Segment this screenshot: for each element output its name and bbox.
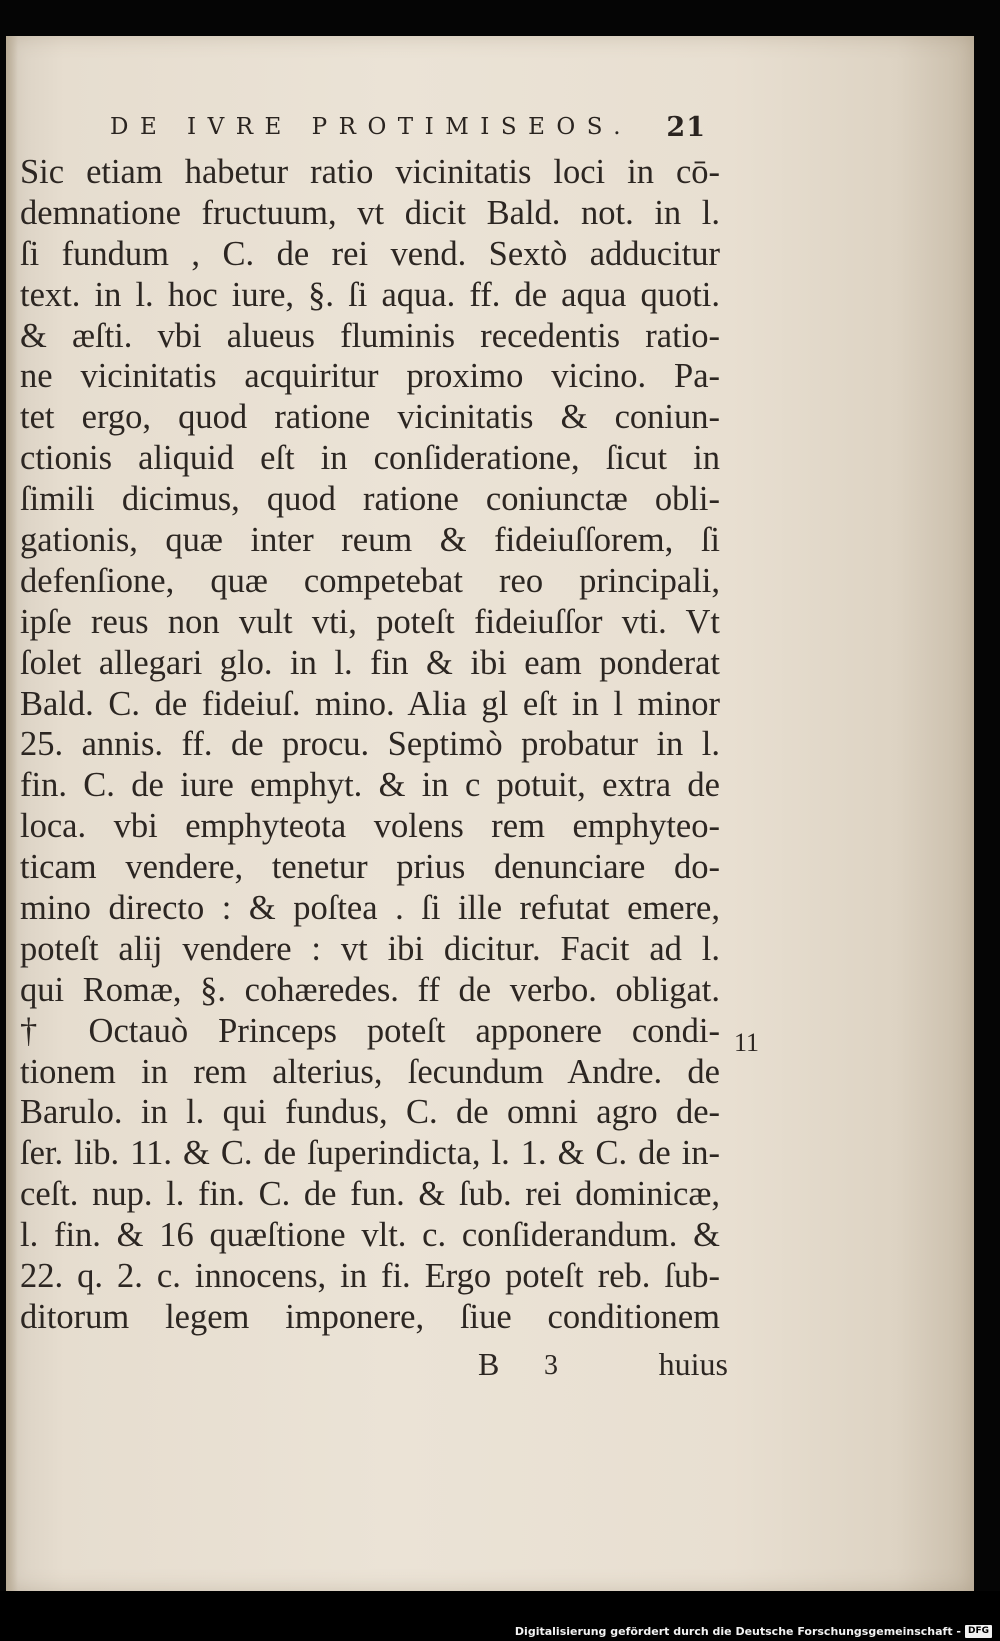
text-line: † Octauò Princeps poteſt apponere condi- bbox=[20, 1011, 720, 1050]
text-line: ſimili dicimus, quod ratione coniunctæ obli- bbox=[20, 480, 720, 519]
footer-credit bbox=[515, 1625, 992, 1638]
text-line: ceſt. nup. l. fin. C. de fun. & ſub. rei dominicæ, bbox=[20, 1175, 720, 1214]
text-line: text. in l. hoc iure, §. ſi aqua. ff. de aqua quoti. bbox=[20, 275, 720, 314]
text-line: tionem in rem alterius, ſecundum Andre. de bbox=[20, 1052, 720, 1091]
text-line: ſer. lib. 11. & C. de ſuperindicta, l. 1. & C. de in- bbox=[20, 1134, 720, 1173]
book-page bbox=[6, 36, 974, 1591]
dfg-logo-icon: DFG bbox=[965, 1625, 992, 1638]
footer-bar bbox=[0, 1591, 1000, 1641]
text-line: 22. q. 2. c. innocens, in fi. Ergo poteſt reb. ſub- bbox=[20, 1257, 720, 1296]
text-line: ipſe reus non vult vti, poteſt fideiuſſor vti. Vt bbox=[20, 602, 720, 641]
catchline bbox=[478, 1346, 728, 1388]
text-line: mino directo : & poſtea . ſi ille refutat emere, bbox=[20, 889, 720, 928]
running-head bbox=[106, 108, 716, 148]
text-line: loca. vbi emphyteota volens rem emphyteo- bbox=[20, 807, 720, 846]
text-line: & æſti. vbi alueus fluminis recedentis ratio- bbox=[20, 316, 720, 355]
running-title: DE IVRE PROTIMISEOS. bbox=[110, 114, 633, 140]
text-line: ſolet allegari glo. in l. fin & ibi eam ponderat bbox=[20, 643, 720, 682]
text-line: Bald. C. de fideiuſ. mino. Alia gl eſt in l minor bbox=[20, 684, 720, 723]
text-line: ticam vendere, tenetur prius denunciare do- bbox=[20, 848, 720, 887]
page-number: 21 bbox=[666, 112, 706, 143]
text-line: tet ergo, quod ratione vicinitatis & coniun- bbox=[20, 398, 720, 437]
marginal-number: 11 bbox=[734, 1028, 760, 1057]
text-line: gationis, quæ inter reum & fideiuſſorem, ſi bbox=[20, 521, 720, 560]
text-line: ne vicinitatis acquiritur proximo vicino. Pa- bbox=[20, 357, 720, 396]
body-text bbox=[20, 152, 720, 1338]
text-line: Sic etiam habetur ratio vicinitatis loci in cō- bbox=[20, 153, 720, 191]
signature-number: 3 bbox=[544, 1350, 558, 1381]
text-line: Barulo. in l. qui fundus, C. de omni agro de- bbox=[20, 1093, 720, 1132]
credit-text: Digitalisierung gefördert durch die Deutsche Forschungsgemeinschaft - bbox=[514, 1625, 961, 1638]
text-line: defenſione, quæ competebat reo principali, bbox=[20, 561, 720, 600]
text-line: ſi fundum , C. de rei vend. Sextò adducitur bbox=[20, 234, 720, 273]
text-line: ctionis aliquid eſt in conſideratione, ſicut in bbox=[20, 439, 720, 478]
text-line: qui Romæ, §. cohæredes. ff de verbo. obligat. bbox=[20, 970, 720, 1009]
signature-mark: B bbox=[478, 1346, 500, 1382]
text-line: 25. annis. ff. de procu. Septimò probatur in l. bbox=[20, 725, 720, 764]
text-line: l. fin. & 16 quæſtione vlt. c. conſiderandum. & bbox=[20, 1216, 720, 1255]
text-line: ditorum legem imponere, ſiue conditionem bbox=[20, 1297, 720, 1336]
text-line: fin. C. de iure emphyt. & in c potuit, extra de bbox=[20, 766, 720, 805]
text-line: demnatione fructuum, vt dicit Bald. not. in l. bbox=[20, 193, 720, 232]
catchword: huius bbox=[658, 1346, 728, 1382]
text-line: poteſt alij vendere : vt ibi dicitur. Facit ad l. bbox=[20, 929, 720, 968]
